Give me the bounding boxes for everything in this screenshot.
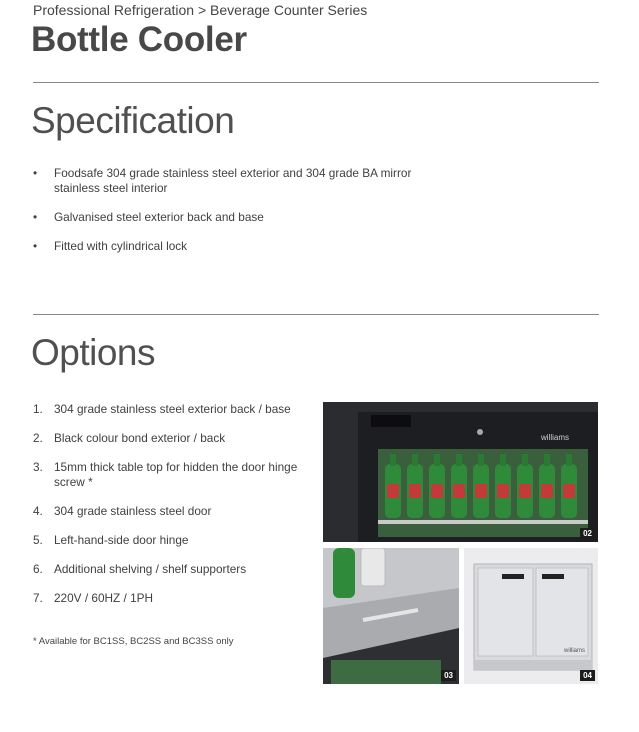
bottle-label: [453, 484, 465, 498]
list-item: 5. Left-hand-side door hinge: [33, 533, 189, 547]
bottle-neck: [434, 454, 440, 466]
product-photo-front: [323, 402, 598, 542]
bottle-neck: [522, 454, 528, 466]
bottle-label: [475, 484, 487, 498]
list-item: 2. Black colour bond exterior / back: [33, 431, 226, 445]
divider: [33, 82, 599, 83]
bottle-neck: [500, 454, 506, 466]
list-item: 6. Additional shelving / shelf supporters: [33, 562, 247, 576]
options-heading: Options: [31, 332, 156, 373]
specification-heading: Specification: [31, 100, 235, 141]
bottle-neck: [566, 454, 572, 466]
bottle-neck: [390, 454, 396, 466]
bottle-neck: [544, 454, 550, 466]
photo-badge: 02: [580, 528, 595, 539]
bottle-label: [387, 484, 399, 498]
williams-logo: williams: [564, 648, 585, 654]
bottle-label: [563, 484, 575, 498]
list-item: 3. 15mm thick table top for hidden the door hinge screw *: [33, 460, 298, 489]
bottle-neck: [412, 454, 418, 466]
page-title: Bottle Cooler: [31, 20, 247, 59]
specification-list: [33, 166, 453, 268]
counter-detail-illustration: [323, 548, 459, 684]
bottle-neck: [456, 454, 462, 466]
bottle-label: [541, 484, 553, 498]
bottle-neck: [478, 454, 484, 466]
bottle-cooler-front-illustration: [323, 402, 598, 542]
footnote: * Available for BC1SS, BC2SS and BC3SS only: [33, 636, 234, 647]
bottle-row: [385, 454, 577, 518]
product-photo-detail: [323, 548, 459, 684]
breadcrumb: Professional Refrigeration > Beverage Counter Series: [33, 2, 368, 18]
williams-logo: williams: [541, 433, 569, 442]
bottle-label: [497, 484, 509, 498]
options-list: [33, 402, 323, 620]
list-item: • Galvanised steel exterior back and base: [33, 210, 453, 225]
bottle-label: [519, 484, 531, 498]
product-photo-stainless: [464, 548, 598, 684]
list-item: • Foodsafe 304 grade stainless steel exterior and 304 grade BA mirror stainless steel interior: [33, 166, 453, 196]
photo-badge: 04: [580, 670, 595, 681]
stainless-cooler-illustration: [464, 548, 598, 684]
photo-badge: 03: [441, 670, 456, 681]
divider: [33, 314, 599, 315]
list-item: • Fitted with cylindrical lock: [33, 239, 453, 254]
bottle-label: [409, 484, 421, 498]
list-item: 4. 304 grade stainless steel door: [33, 504, 212, 518]
bottle-label: [431, 484, 443, 498]
list-item: 1. 304 grade stainless steel exterior back / base: [33, 402, 291, 416]
list-item: 7. 220V / 60HZ / 1PH: [33, 591, 154, 605]
